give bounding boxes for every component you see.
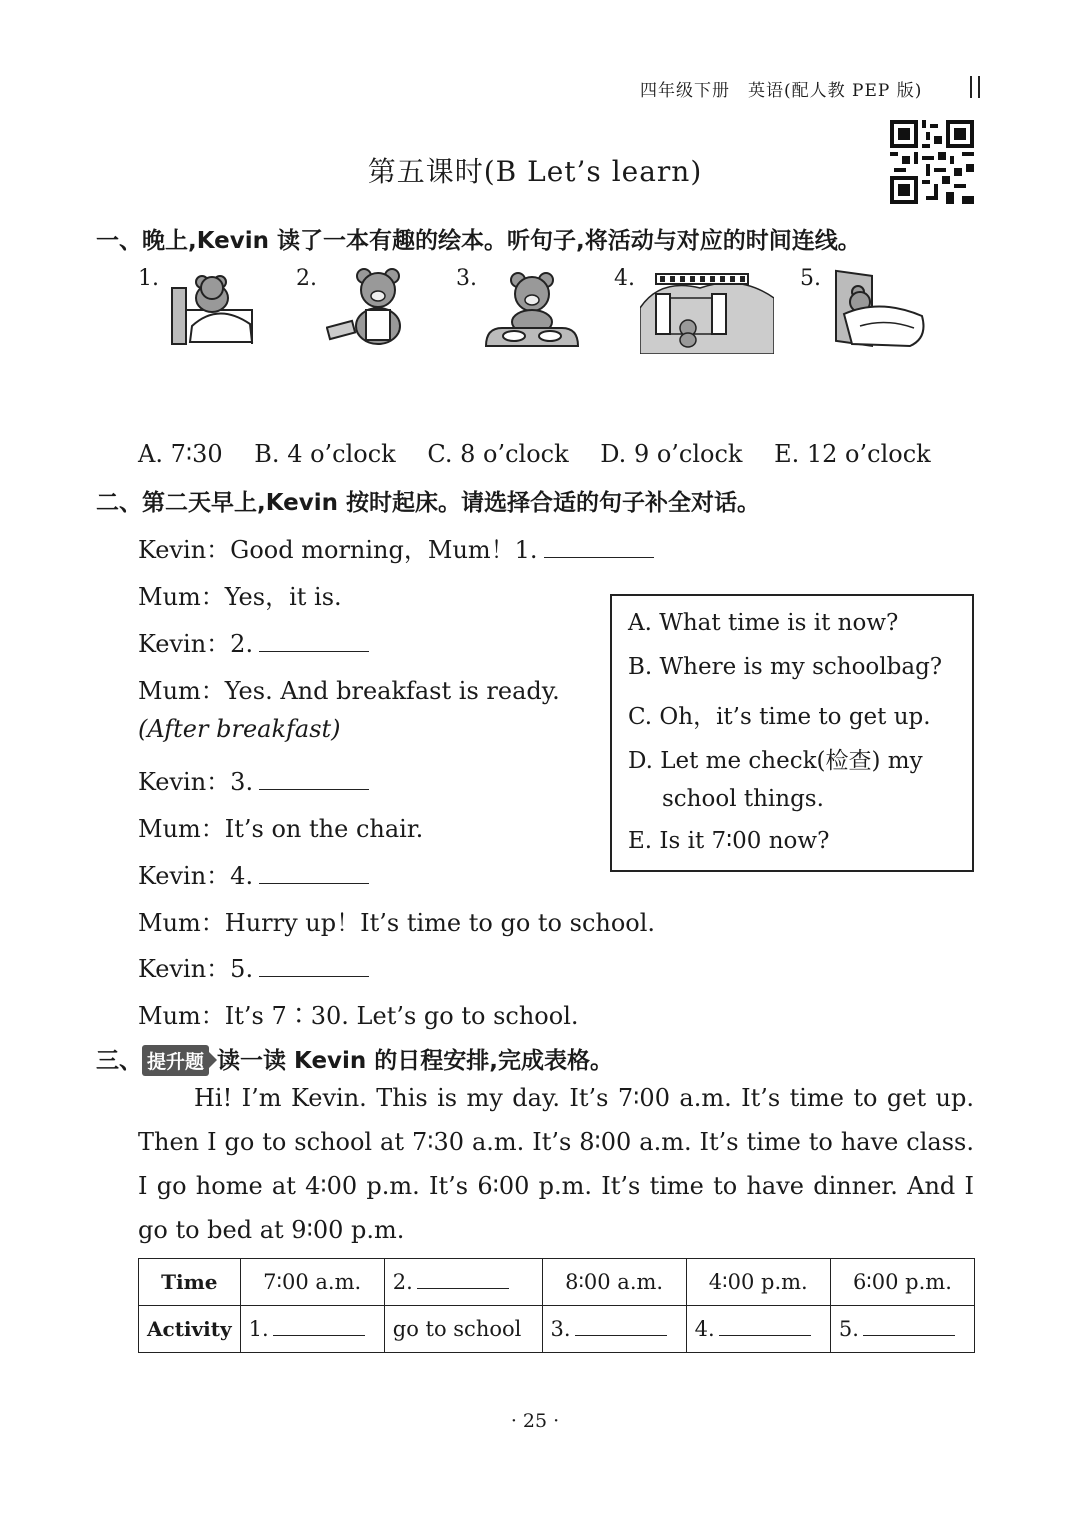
picture-number-2: 2. — [296, 266, 317, 291]
section1-heading: 一、晚上,Kevin 读了一本有趣的绘本。听句子,将活动与对应的时间连线。 — [96, 228, 861, 254]
picture-number-3: 3. — [456, 266, 477, 291]
bear-reading-icon — [326, 266, 412, 348]
cell-number: 5. — [838, 1317, 859, 1341]
dialogue-line: Mum：It’s on the chair. — [138, 815, 424, 843]
row-header-activity: Activity — [139, 1306, 241, 1353]
bear-eating-icon — [484, 266, 580, 350]
header-divider — [970, 76, 980, 98]
time-cell: 8∶00 a.m. — [542, 1259, 686, 1306]
table-row — [139, 1306, 975, 1353]
time-option: E. 12 o’clock — [774, 440, 931, 468]
page-number: · 25 · — [510, 1410, 560, 1432]
picture-number-1: 1. — [138, 266, 159, 291]
answer-blank[interactable] — [259, 629, 369, 652]
time-option: D. 9 o’clock — [600, 440, 743, 468]
answer-blank[interactable] — [259, 861, 369, 884]
advanced-badge: 提升题 — [142, 1045, 209, 1076]
answer-blank[interactable] — [863, 1317, 955, 1336]
reading-paragraph — [138, 1076, 974, 1252]
time-cell — [384, 1259, 542, 1306]
dialogue-line: Mum：It’s 7∶30. Let’s go to school. — [138, 1002, 579, 1030]
dialogue-line — [138, 949, 369, 984]
choice-item: B. Where is my schoolbag? — [628, 654, 943, 680]
dialogue-text: Kevin：5. — [138, 955, 254, 983]
answer-blank[interactable] — [544, 535, 654, 558]
choice-item: E. Is it 7∶00 now? — [628, 828, 830, 854]
choice-item: D. Let me check(检查) my — [628, 748, 923, 774]
answer-blank[interactable] — [417, 1270, 509, 1289]
picture-number-5: 5. — [800, 266, 821, 291]
dialogue-text: Kevin：3. — [138, 768, 254, 796]
dialogue-line — [138, 530, 654, 565]
choice-item: A. What time is it now? — [628, 610, 899, 636]
dialogue-text: Kevin：4. — [138, 862, 254, 890]
cell-number: 1. — [248, 1317, 269, 1341]
dialogue-line: Mum：Yes，it is. — [138, 583, 342, 611]
answer-blank[interactable] — [273, 1317, 365, 1336]
dialogue-text: Kevin：2. — [138, 630, 254, 658]
activity-cell — [830, 1306, 974, 1353]
dialogue-text: Kevin：Good morning，Mum！1. — [138, 536, 538, 564]
time-cell: 7∶00 a.m. — [240, 1259, 384, 1306]
bear-school-icon — [640, 268, 774, 354]
dialogue-line — [138, 856, 369, 891]
time-option: B. 4 o’clock — [254, 440, 396, 468]
activity-cell — [240, 1306, 384, 1353]
activity-cell: go to school — [384, 1306, 542, 1353]
choice-item: school things. — [662, 786, 824, 812]
answer-blank[interactable] — [719, 1317, 811, 1336]
dialogue-line — [138, 762, 369, 797]
row-header-time: Time — [139, 1259, 241, 1306]
bear-sleeping-icon — [830, 266, 928, 350]
answer-blank[interactable] — [259, 767, 369, 790]
time-cell: 4∶00 p.m. — [686, 1259, 830, 1306]
cell-number: 4. — [694, 1317, 715, 1341]
section2-heading: 二、第二天早上,Kevin 按时起床。请选择合适的句子补全对话。 — [96, 490, 761, 516]
time-option: C. 8 o’clock — [427, 440, 569, 468]
choices-box — [610, 594, 974, 872]
picture-number-4: 4. — [614, 266, 635, 291]
time-cell: 6∶00 p.m. — [830, 1259, 974, 1306]
lesson-title: 第五课时(B Let’s learn) — [367, 155, 703, 188]
cell-number: 2. — [392, 1270, 413, 1294]
section3-heading — [96, 1042, 613, 1076]
page-header: 四年级下册 英语(配人教 PEP 版) — [640, 81, 923, 101]
section3-heading-text: 读一读 Kevin 的日程安排,完成表格。 — [217, 1048, 614, 1074]
choice-item: C. Oh，it’s time to get up. — [628, 704, 931, 730]
table-row — [139, 1259, 975, 1306]
section3-number: 三、 — [96, 1048, 142, 1074]
time-option: A. 7∶30 — [138, 440, 223, 468]
activity-cell — [542, 1306, 686, 1353]
dialogue-line: Mum：Yes. And breakfast is ready. — [138, 677, 560, 705]
dialogue-line: Mum：Hurry up！It’s time to go to school. — [138, 909, 656, 937]
answer-blank[interactable] — [259, 954, 369, 977]
stage-direction: (After breakfast) — [138, 715, 341, 743]
schedule-table — [138, 1258, 975, 1353]
bear-getting-up-icon — [168, 266, 256, 348]
activity-cell — [686, 1306, 830, 1353]
answer-blank[interactable] — [575, 1317, 667, 1336]
cell-number: 3. — [550, 1317, 571, 1341]
paragraph-text: Hi! I’m Kevin. This is my day. It’s 7∶00 a.m. It’s time to get up. Then I go to school at 7∶30 a.m. It’s 8∶00 a.m. It’s time to have class. I go home at 4∶00 p.m. It’s 6∶00 p.m. It’s time to have dinner. And I go to bed at 9∶00 p.m. — [138, 1084, 974, 1244]
time-options — [138, 440, 955, 468]
dialogue-line — [138, 624, 369, 659]
